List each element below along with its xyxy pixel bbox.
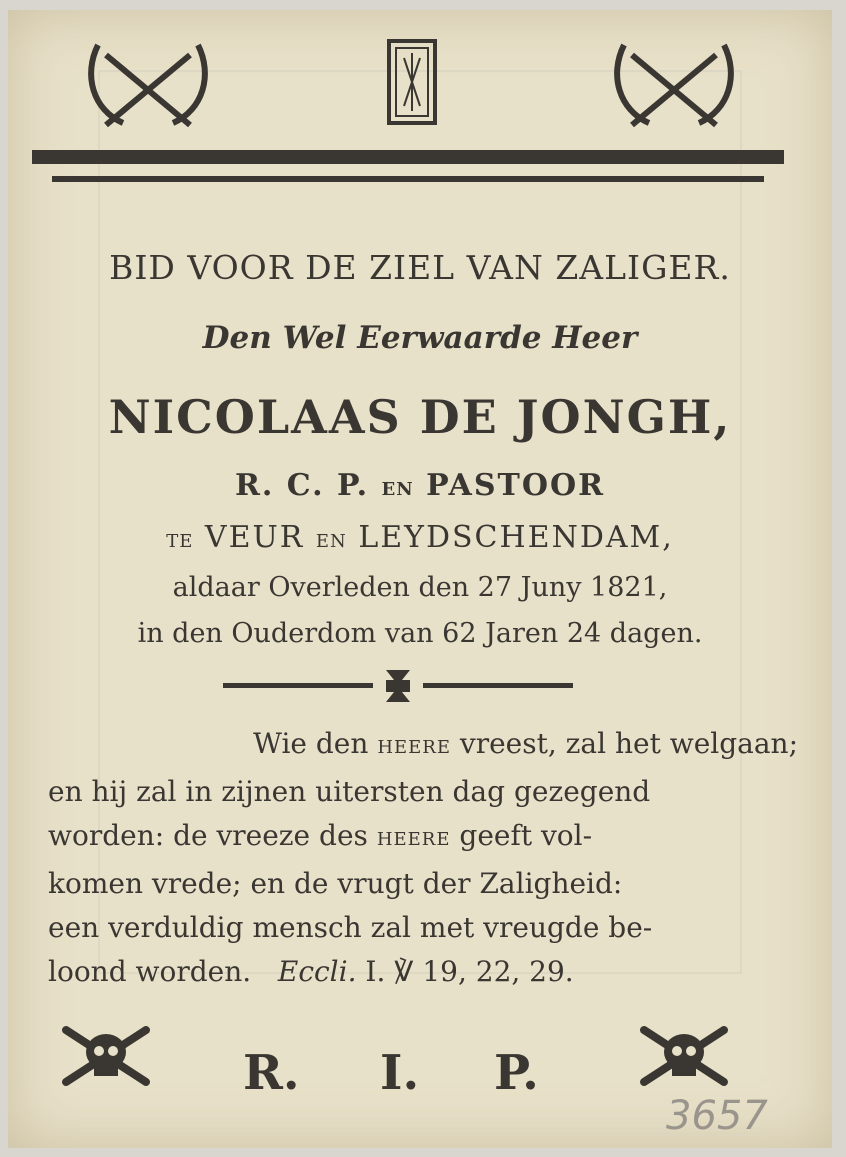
verse-line: een verduldig mensch zal met vreugde be-: [48, 911, 653, 944]
title-line: [8, 468, 832, 503]
rip-p: P.: [494, 1045, 539, 1101]
place-a: VEUR: [204, 520, 305, 555]
verse-reference-book: Eccli.: [277, 955, 357, 988]
deceased-name: NICOLAAS DE JONGH,: [108, 390, 732, 444]
rip-i: I.: [380, 1045, 420, 1101]
heading: BID VOOR DE ZIEL VAN ZALIGER.: [109, 248, 731, 287]
rip-r: R.: [243, 1045, 300, 1101]
verse-line: worden: de vreeze des HEERE geeft vol-: [48, 819, 593, 852]
nameplate-emblem-icon: [386, 38, 438, 126]
title-post: PASTOOR: [426, 468, 606, 503]
skull-crossbones-right-icon: [638, 1022, 730, 1090]
crossed-scythes-right-icon: [604, 35, 744, 135]
verse-line: loond worden. Eccli. I. ℣ 19, 22, 29.: [48, 955, 574, 988]
crossed-scythes-left-icon: [78, 35, 218, 135]
top-double-rule: [30, 148, 786, 192]
verse-line: en hij zal in zijnen uitersten dag gezegend: [48, 775, 651, 808]
title-pre: R. C. P.: [234, 468, 370, 503]
place-line: [8, 520, 832, 555]
place-b: LEYDSCHENDAM,: [358, 520, 674, 555]
honorific: Den Wel Eerwaarde Heer: [202, 320, 638, 356]
place-te: TE: [166, 531, 194, 552]
verse-reference-numbers: I. ℣ 19, 22, 29.: [365, 955, 574, 988]
skull-crossbones-left-icon: [60, 1022, 152, 1090]
age-at-death: in den Ouderdom van 62 Jaren 24 dagen.: [137, 618, 703, 649]
cross-divider: [223, 666, 573, 706]
maltese-cross-icon: [386, 670, 410, 702]
memorial-card: [8, 10, 832, 1148]
place-en: EN: [315, 531, 347, 552]
catalog-number: 3657: [666, 1093, 768, 1139]
title-en: EN: [381, 479, 414, 500]
verse-line: komen vrede; en de vrugt der Zaligheid:: [48, 867, 623, 900]
scripture-verse: [48, 722, 798, 994]
verse-line: Wie den HEERE vreest, zal het welgaan;: [253, 727, 798, 760]
death-date: aldaar Overleden den 27 Juny 1821,: [172, 572, 668, 603]
